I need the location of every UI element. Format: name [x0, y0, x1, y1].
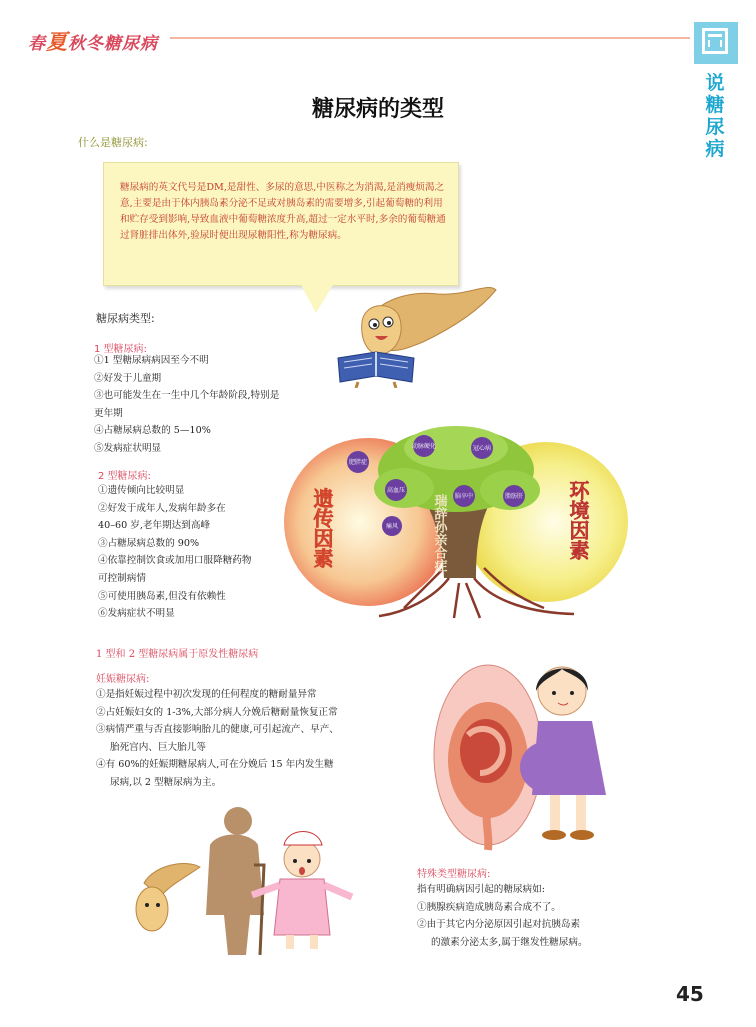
page-number: 45 [676, 982, 704, 1006]
special-list [417, 881, 588, 951]
list-item: ①胰腺疾病造成胰岛素合成不了。 [417, 901, 561, 913]
type2-list [98, 482, 252, 623]
fruit-label: 冠心病 [472, 445, 492, 452]
fruit-label: 动脉硬化 [411, 443, 437, 450]
special-title: 特殊类型糖尿病: [417, 869, 491, 880]
definition-text: 糖尿病的英文代号是DM,是甜性、多尿的意思,中医称之为消渴,是消瘦烦渴之意,主要是由于体内胰岛素分泌不足或对胰岛素的需要增多,引起葡萄糖的利用和贮存受到影响,导致血液中葡萄糖浓度升高,超过一定水平时,多余的葡萄糖通过肾脏排出体外,验尿时便出现尿糖阳性,称为糖尿病。 [120, 182, 446, 241]
trunk-label: 瑞辞孙亲合症 [431, 494, 447, 572]
list-item: 的激素分泌太多,属于继发性糖尿病。 [431, 936, 588, 948]
list-item: ②好发于儿童期 [94, 372, 162, 384]
types-label: 糖尿病类型: [96, 312, 155, 325]
list-item: ④有 60%的妊娠期糖尿病人,可在分娩后 15 年内发生糖 [96, 759, 334, 771]
what-is-label: 什么是糖尿病: [78, 136, 148, 149]
fruit-label: 高血压 [386, 487, 406, 494]
fruit-label: 脑卒中 [454, 493, 474, 500]
list-item: ③占糖尿病总数的 90% [98, 537, 200, 549]
primary-note: 1 型和 2 型糖尿病属于原发性糖尿病 [96, 649, 259, 660]
list-item: ①是指妊娠过程中初次发现的任何程度的糖耐量异常 [96, 689, 317, 700]
list-item: ①1 型糖尿病病因至今不明 [94, 355, 209, 366]
header-rule [170, 37, 690, 39]
heredity-label: 遗传因素 [310, 488, 334, 568]
fruit-label: 脂肪肝 [504, 493, 524, 500]
list-item: ⑤可使用胰岛素,但没有依赖性 [98, 590, 226, 602]
list-item: 更年期 [94, 407, 123, 419]
book-icon [702, 28, 728, 54]
list-item: 胎死宫内、巨大胎儿等 [110, 741, 206, 753]
list-item: ③也可能发生在一生中几个年龄阶段,特别是 [94, 390, 280, 402]
list-item: 可控制病情 [98, 572, 146, 584]
page-title: 糖尿病的类型 [311, 97, 444, 122]
type1-list [94, 352, 279, 458]
list-item: ②由于其它内分泌原因引起对抗胰岛素 [417, 919, 581, 931]
pregnancy-illustration [416, 655, 616, 855]
gestational-title: 妊娠糖尿病: [96, 674, 150, 685]
list-item: 指有明确病因引起的糖尿病如: [417, 884, 545, 895]
list-item: 40–60 岁,老年期达到高峰 [98, 520, 211, 532]
tree-diagram [284, 418, 628, 620]
type1-title: 1 型糖尿病: [94, 344, 147, 355]
series-title: 春夏秋冬糖尿病 [28, 29, 158, 54]
elderly-nurse-illustration [130, 805, 360, 955]
list-item: ⑥发病症状不明显 [98, 608, 175, 620]
list-item: ④占糖尿病总数的 5—10% [94, 425, 211, 437]
list-item: ②好发于成年人,发病年龄多在 [98, 502, 226, 514]
list-item: ⑤发病症状明显 [94, 442, 162, 454]
list-item: ④依靠控制饮食或加用口服降糖药物 [98, 555, 252, 567]
type2-title: 2 型糖尿病: [98, 471, 151, 482]
environment-label: 环境因素 [566, 480, 590, 560]
list-item: ①遗传倾向比较明显 [98, 485, 185, 496]
list-item: ③病情严重与否直接影响胎儿的健康,可引起流产、早产、 [96, 724, 339, 736]
fruit-label: 肥胖症 [348, 459, 368, 466]
pancreas-mascot-illustration [328, 272, 498, 388]
list-item: 尿病,以 2 型糖尿病为主。 [110, 776, 222, 788]
gestational-list [96, 686, 339, 792]
fruit-label: 痛风 [385, 523, 399, 530]
section-label: 说糖尿病 [705, 72, 725, 160]
list-item: ②占妊娠妇女的 1-3%,大部分病人分娩后糖耐量恢复正常 [96, 706, 338, 718]
